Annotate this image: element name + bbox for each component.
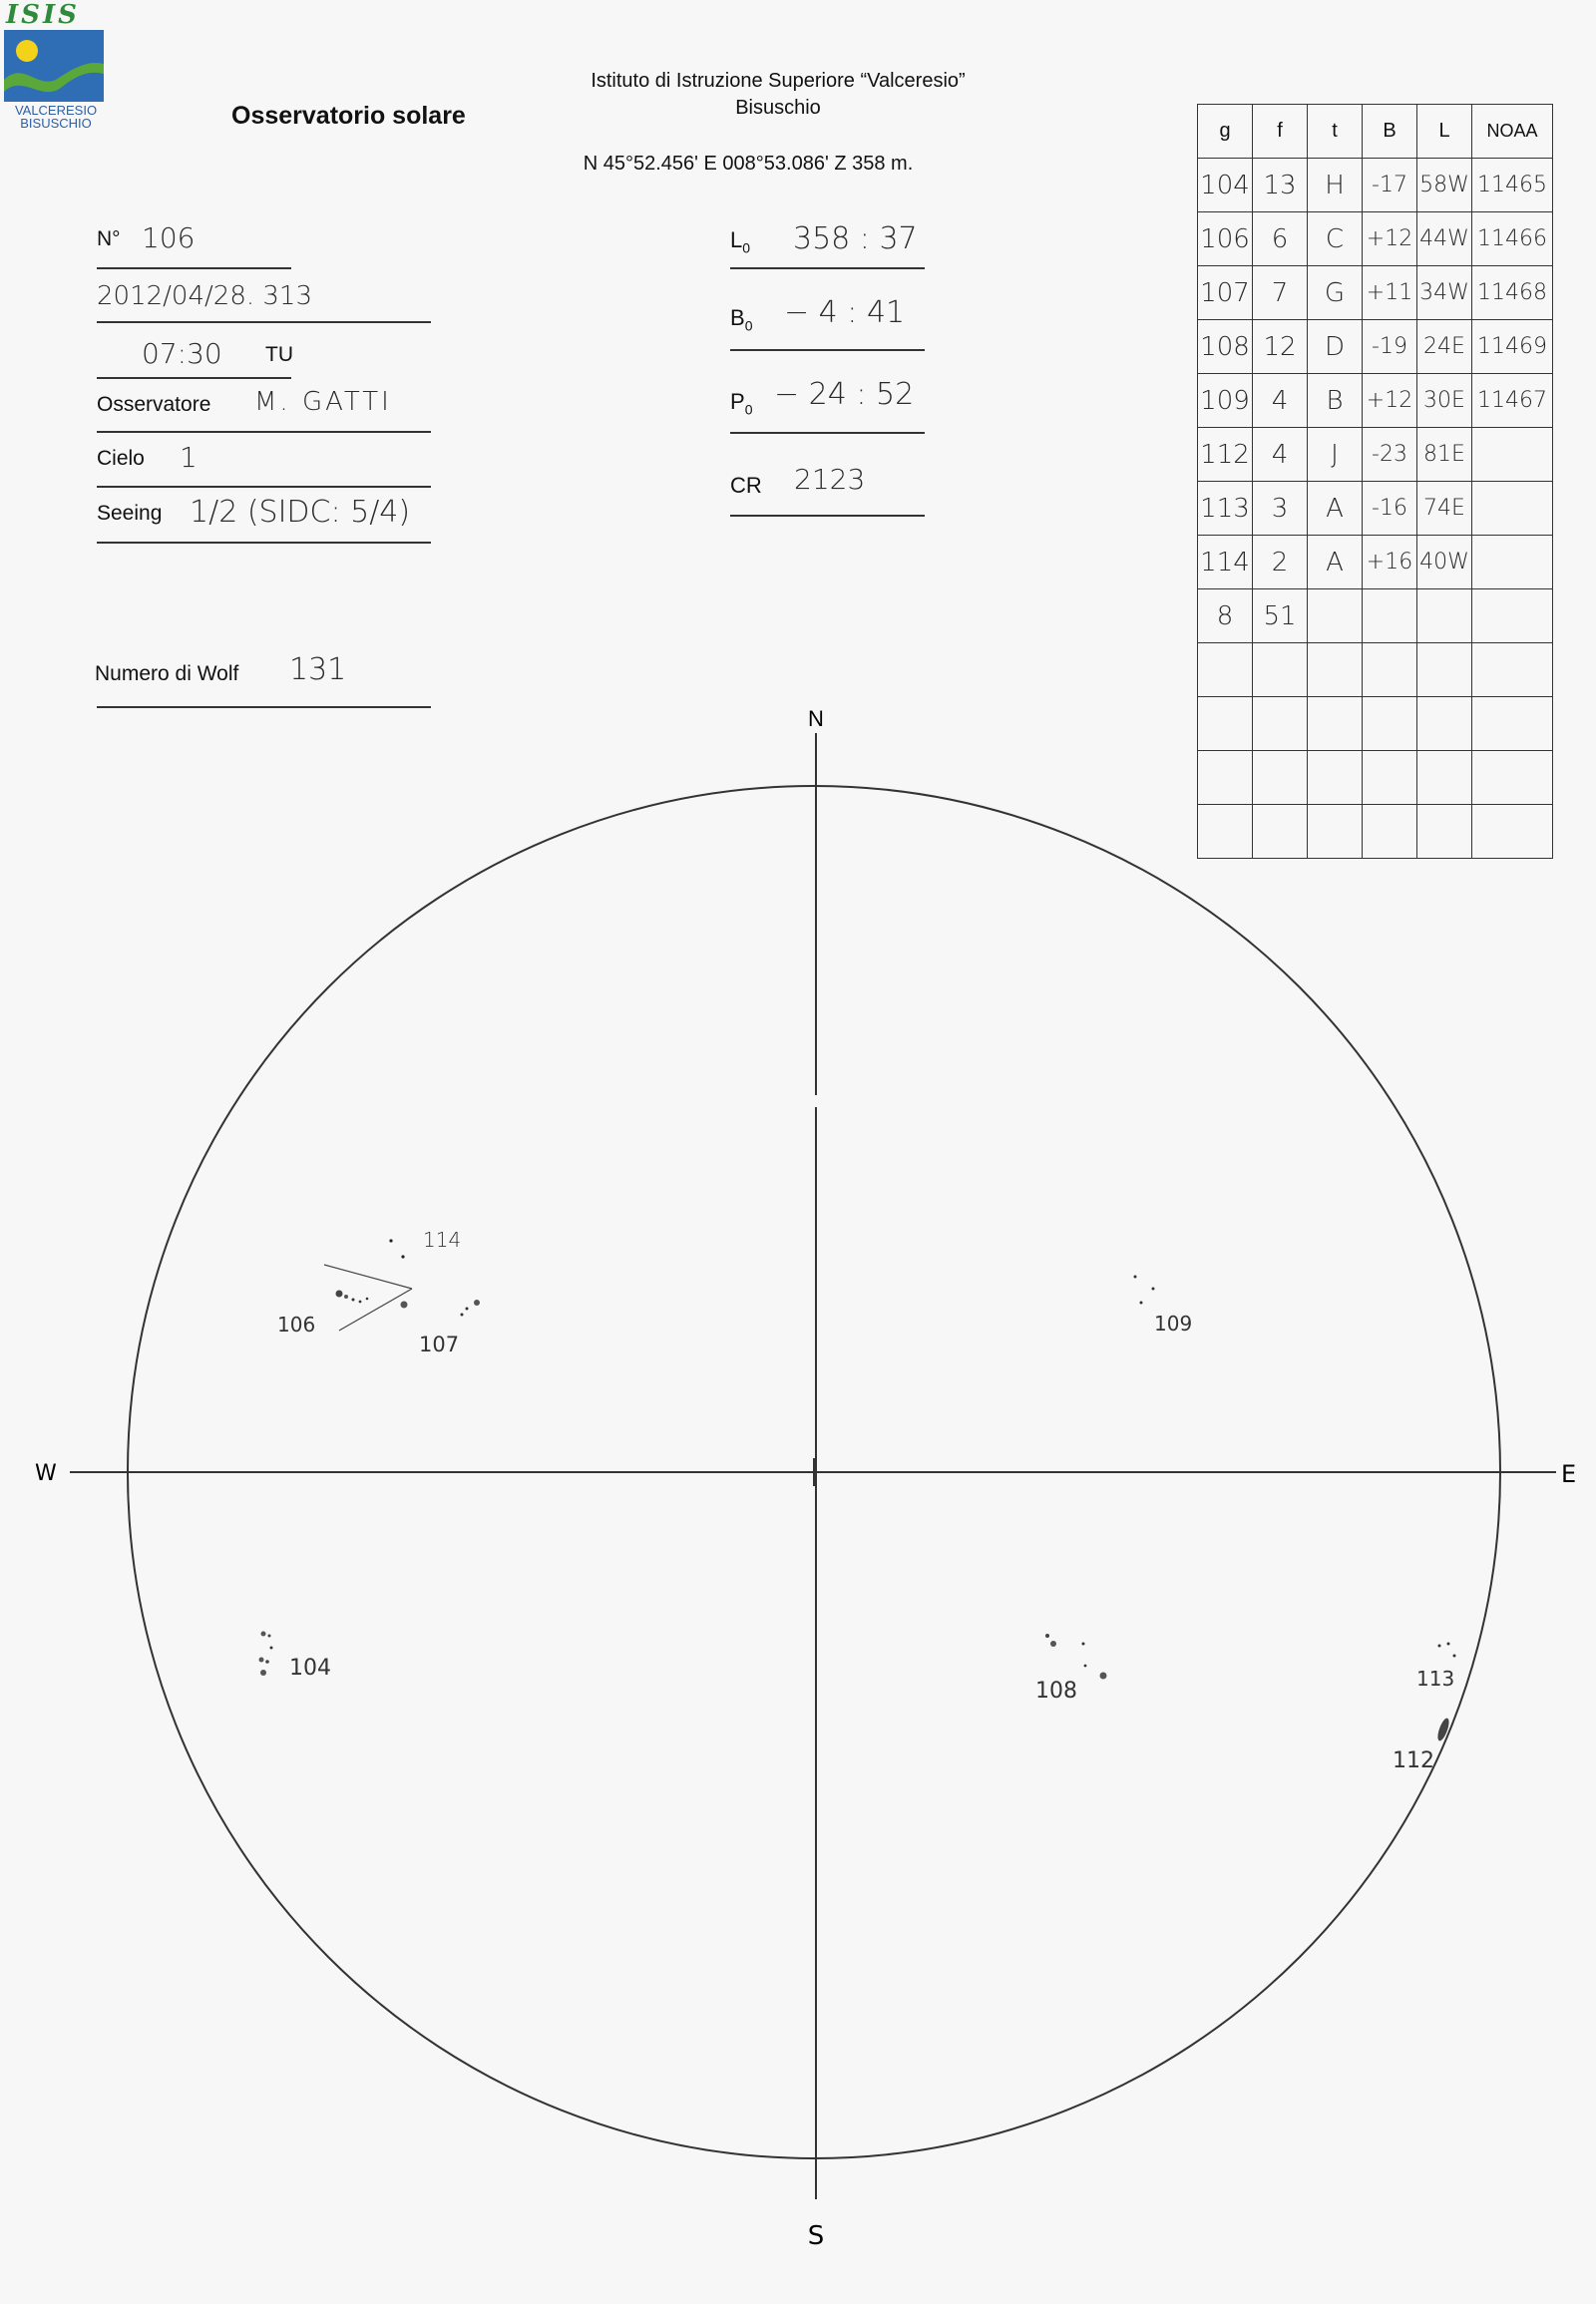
sunspot-group-114 bbox=[389, 1228, 461, 1259]
table-cell-f: 2 bbox=[1253, 536, 1308, 589]
header-b: B bbox=[1363, 105, 1417, 159]
observation-date: 2012/04/28. 313 bbox=[97, 281, 313, 311]
table-cell-noaa: 11466 bbox=[1472, 212, 1553, 266]
table-cell-l: 24E bbox=[1417, 320, 1472, 374]
table-cell-f: 51 bbox=[1253, 589, 1308, 643]
table-cell-noaa: 11469 bbox=[1472, 320, 1553, 374]
sunspot-group-109 bbox=[1134, 1276, 1193, 1337]
table-cell-t: C bbox=[1308, 212, 1363, 266]
cr-label: CR bbox=[730, 473, 762, 498]
sunspot-group-104 bbox=[259, 1632, 332, 1682]
table-cell-b: -16 bbox=[1363, 482, 1417, 536]
table-cell-b: +12 bbox=[1363, 374, 1417, 428]
table-cell-f: 4 bbox=[1253, 374, 1308, 428]
table-cell-f: 3 bbox=[1253, 482, 1308, 536]
p0-value: − 24 : 52 bbox=[774, 377, 915, 412]
label-113: 113 bbox=[1416, 1667, 1455, 1691]
number-label: N° bbox=[97, 227, 121, 250]
table-cell-g: 112 bbox=[1198, 428, 1253, 482]
table-cell-noaa: 11467 bbox=[1472, 374, 1553, 428]
header-l: L bbox=[1417, 105, 1472, 159]
table-cell-t: J bbox=[1308, 428, 1363, 482]
table-cell-b: +11 bbox=[1363, 266, 1417, 320]
sky-label: Cielo bbox=[97, 447, 145, 470]
station-coordinates: N 45°52.456' E 008°53.086' Z 358 m. bbox=[583, 153, 914, 175]
header-t: t bbox=[1308, 105, 1363, 159]
p0-label: $P_0$ bbox=[730, 389, 753, 418]
observatory-title: Osservatorio solare bbox=[231, 102, 466, 130]
b0-label: $B_0$ bbox=[730, 305, 753, 334]
table-cell-f: 7 bbox=[1253, 266, 1308, 320]
table-cell-l: 81E bbox=[1417, 428, 1472, 482]
wolf-number: 131 bbox=[289, 652, 347, 687]
north-label: N bbox=[808, 706, 824, 731]
logo-caption-line1: VALCERESIO bbox=[14, 103, 98, 118]
sunspot-group-106 bbox=[277, 1265, 412, 1337]
table-cell-noaa: 11468 bbox=[1472, 266, 1553, 320]
seeing-label: Seeing bbox=[97, 502, 163, 525]
table-cell-l: 40W bbox=[1417, 536, 1472, 589]
sky-value: 1 bbox=[180, 441, 198, 474]
drawing-number: 106 bbox=[142, 221, 196, 254]
table-cell-t: D bbox=[1308, 320, 1363, 374]
header-f: f bbox=[1253, 105, 1308, 159]
table-cell-b: +12 bbox=[1363, 212, 1417, 266]
carrington-rotation: 2123 bbox=[794, 463, 866, 496]
table-cell-g: 113 bbox=[1198, 482, 1253, 536]
seeing-value: 1/2 (SIDC: 5/4) bbox=[190, 495, 411, 530]
table-cell-b: +16 bbox=[1363, 536, 1417, 589]
table-cell-b: -23 bbox=[1363, 428, 1417, 482]
time-unit: TU bbox=[265, 343, 293, 366]
l0-value: 358 : 37 bbox=[793, 221, 918, 256]
table-cell-g: 104 bbox=[1198, 159, 1253, 212]
table-cell-g: 106 bbox=[1198, 212, 1253, 266]
south-label: S bbox=[807, 2221, 825, 2251]
wolf-label: Numero di Wolf bbox=[95, 662, 239, 685]
label-109: 109 bbox=[1154, 1312, 1193, 1336]
observation-time: 07:30 bbox=[142, 337, 222, 370]
sunspot-group-112 bbox=[1393, 1717, 1451, 1773]
table-cell-t: G bbox=[1308, 266, 1363, 320]
observer-label: Osservatore bbox=[97, 393, 211, 416]
institute-name: Istituto di Istruzione Superiore “Valceresio” bbox=[591, 70, 966, 92]
table-cell-g: 107 bbox=[1198, 266, 1253, 320]
east-label: E bbox=[1561, 1460, 1577, 1488]
observer-name: M. GATTI bbox=[254, 387, 392, 417]
table-cell-f: 12 bbox=[1253, 320, 1308, 374]
label-107: 107 bbox=[419, 1333, 460, 1356]
header-g: g bbox=[1198, 105, 1253, 159]
table-cell-g: 109 bbox=[1198, 374, 1253, 428]
table-cell-t: H bbox=[1308, 159, 1363, 212]
table-cell-l: 30E bbox=[1417, 374, 1472, 428]
table-cell-l: 44W bbox=[1417, 212, 1472, 266]
table-cell-t: A bbox=[1308, 536, 1363, 589]
logo-caption-line2: BISUSCHIO bbox=[20, 116, 92, 131]
institute-town: Bisuschio bbox=[735, 97, 821, 119]
label-106: 106 bbox=[277, 1313, 316, 1337]
table-cell-f: 6 bbox=[1253, 212, 1308, 266]
table-cell-l: 34W bbox=[1417, 266, 1472, 320]
b0-value: − 4 : 41 bbox=[784, 295, 906, 330]
table-cell-t: A bbox=[1308, 482, 1363, 536]
table-cell-l: 58W bbox=[1417, 159, 1472, 212]
label-108: 108 bbox=[1035, 1679, 1077, 1704]
header-noaa: NOAA bbox=[1472, 105, 1553, 159]
table-cell-l: 74E bbox=[1417, 482, 1472, 536]
table-cell-f: 4 bbox=[1253, 428, 1308, 482]
sunspot-group-108 bbox=[1035, 1634, 1107, 1704]
west-label: W bbox=[35, 1461, 57, 1486]
table-cell-g: 108 bbox=[1198, 320, 1253, 374]
label-112: 112 bbox=[1393, 1748, 1434, 1773]
label-104: 104 bbox=[289, 1656, 331, 1681]
sunspot-group-107 bbox=[401, 1300, 481, 1356]
logo-brand: ISIS bbox=[6, 0, 80, 30]
table-cell-noaa: 11465 bbox=[1472, 159, 1553, 212]
table-cell-g: 114 bbox=[1198, 536, 1253, 589]
table-cell-t: B bbox=[1308, 374, 1363, 428]
table-cell-g: 8 bbox=[1198, 589, 1253, 643]
sunspot-group-113 bbox=[1416, 1643, 1456, 1692]
table-cell-b: -17 bbox=[1363, 159, 1417, 212]
label-114: 114 bbox=[423, 1228, 462, 1252]
l0-label: $L_0$ bbox=[730, 227, 751, 256]
table-cell-b: -19 bbox=[1363, 320, 1417, 374]
table-cell-f: 13 bbox=[1253, 159, 1308, 212]
